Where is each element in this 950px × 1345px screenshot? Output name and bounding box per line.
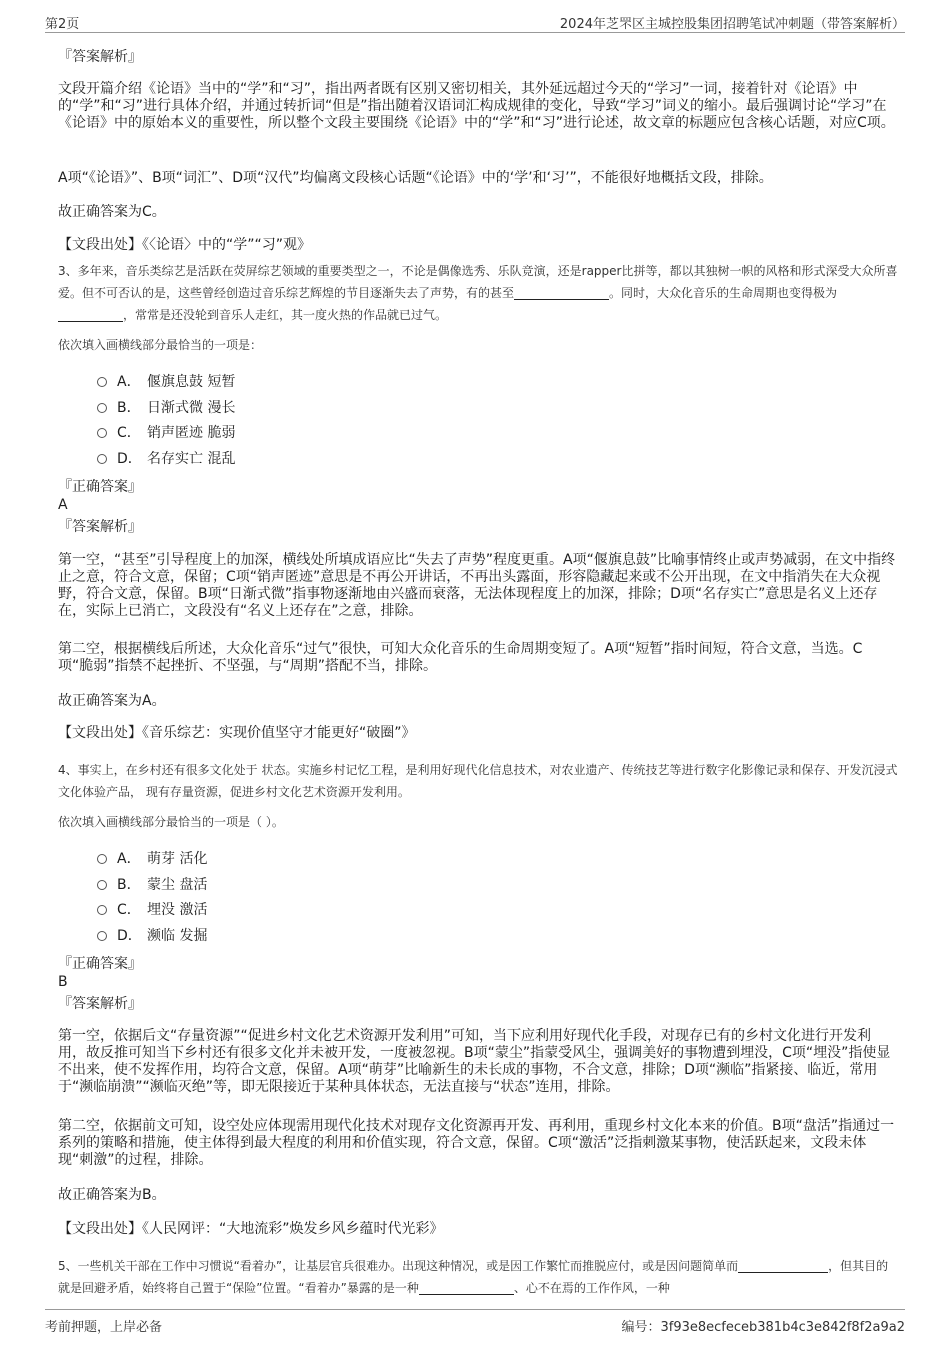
q2-analysis-para1: 文段开篇介绍《论语》当中的“学”和“习”，指出两者既有区别又密切相关，其外延远超过今天的“学习”一词，接着针对《论语》中的“学”和“习”进行具体介绍，并通过转折词“但是”指出随着汉语词汇构成规律的变化，导致“学习”词义的缩小。最后强调讨论“学习”在《论语》中的原始本义的重要性，所以整个文段主要围绕《论语》中的“学”和“习”进行论述，故文章的标题应包含核心话题，对应C项。 xyxy=(58,81,895,131)
q2-analysis-label: 『答案解析』 xyxy=(58,49,142,65)
radio-icon[interactable] xyxy=(97,454,107,464)
q2-analysis-para2: A项“《论语》”、B项“词汇”、D项“汉代”均偏离文段核心话题“《论语》中的‘学’和‘习’”，不能很好地概括文段，排除。 xyxy=(58,170,773,186)
q4-stem: 4、事实上，在乡村还有很多文化处于 状态。实施乡村记忆工程，是利用好现代化信息技术，对农业遗产、传统技艺等进行数字化影像记录和保存、开发沉浸式文化体验产品， 现有存量资源，促进乡村文化艺术资源开发利用。 xyxy=(58,763,898,799)
page-footer xyxy=(45,1309,905,1336)
q2-analysis-para3: 故正确答案为C。 xyxy=(58,204,166,220)
page-header xyxy=(45,10,905,33)
document-code: 编号：3f93e8ecfeceb381b4c3e842f8f2a9a2 xyxy=(621,1320,905,1335)
q4-analysis-para2: 第二空，依据前文可知，设空处应体现需用现代化技术对现存文化资源再开发、再利用，重现乡村文化本来的价值。B项“盘活”指通过一系列的策略和措施，使主体得到最大程度的利用和价值实现，符合文意，保留。C项“激活”泛指刺激某事物，使活跃起来，文段未体现“刺激”的过程，排除。 xyxy=(58,1118,895,1168)
q4-option-a[interactable]: A． 萌芽 活化 xyxy=(97,850,207,868)
q3-blank-1 xyxy=(514,285,609,300)
q3-source: 【文段出处】《音乐综艺：实现价值坚守才能更好“破圈”》 xyxy=(58,725,416,741)
q3-analysis-para3: 故正确答案为A。 xyxy=(58,693,166,709)
q4-source: 【文段出处】《人民网评：“大地流彩”焕发乡风乡蕴时代光彩》 xyxy=(58,1221,444,1237)
footer-slogan: 考前押题，上岸必备 xyxy=(45,1320,163,1335)
q5-blank-1 xyxy=(738,1258,828,1273)
radio-icon[interactable] xyxy=(97,931,107,941)
q4-analysis-label: 『答案解析』 xyxy=(58,996,142,1012)
q3-option-b[interactable]: B． 日渐式微 漫长 xyxy=(97,399,235,417)
q4-analysis-para3: 故正确答案为B。 xyxy=(58,1187,166,1203)
q3-instruction: 依次填入画横线部分最恰当的一项是： xyxy=(58,338,263,352)
q3-option-a[interactable]: A． 偃旗息鼓 短暂 xyxy=(97,373,235,391)
q3-option-d[interactable]: D． 名存实亡 混乱 xyxy=(97,450,235,468)
q3-option-c[interactable]: C． 销声匿迹 脆弱 xyxy=(97,424,235,442)
q4-option-c[interactable]: C． 埋没 激活 xyxy=(97,901,207,919)
q3-blank-2 xyxy=(58,307,123,322)
q3-analysis-label: 『答案解析』 xyxy=(58,519,142,535)
q4-correct-label: 『正确答案』 xyxy=(58,956,142,972)
document-title: 2024年芝罘区主城控股集团招聘笔试冲刺题（带答案解析） xyxy=(559,17,905,32)
page-number: 第2页 xyxy=(45,17,80,32)
q4-analysis-para1: 第一空，依据后文“存量资源”“促进乡村文化艺术资源开发利用”可知，当下应利用好现代化手段，对现存已有的乡村文化进行开发利用，故反推可知当下乡村还有很多文化并未被开发，一度被忽视。B项“蒙尘”指蒙受风尘，强调美好的事物遭到埋没，C项“埋没”指使显不出来，使不发挥作用，均符合文意，保留。A项“萌芽”比喻新生的未长成的事物，不合文意，排除；D项“濒临”指紧接、临近，常用于“濒临崩溃”“濒临灭绝”等，即无限接近于某种具体状态，无法直接与“状态”连用，排除。 xyxy=(58,1028,891,1095)
radio-icon[interactable] xyxy=(97,905,107,915)
q4-option-b[interactable]: B． 蒙尘 盘活 xyxy=(97,876,207,894)
q5-stem: 5、一些机关干部在工作中习惯说“看着办”，让基层官兵很难办。出现这种情况，或是因工作繁忙而推脱应付，或是因问题简单而 ，但其目的就是回避矛盾，始终将自己置于“保险”位置。“看着办”暴露的是一种 、心不在焉的工作作风，一种 xyxy=(58,1259,889,1295)
radio-icon[interactable] xyxy=(97,880,107,890)
radio-icon[interactable] xyxy=(97,854,107,864)
q4-correct-answer: B xyxy=(58,974,68,990)
q3-correct-answer: A xyxy=(58,497,68,513)
q5-blank-2 xyxy=(419,1280,514,1295)
radio-icon[interactable] xyxy=(97,428,107,438)
radio-icon[interactable] xyxy=(97,377,107,387)
q3-analysis-para2: 第二空，根据横线后所述，大众化音乐“过气”很快，可知大众化音乐的生命周期变短了。A项“短暂”指时间短，符合文意，当选。C项“脆弱”指禁不起挫折、不坚强，与“周期”搭配不当，排除。 xyxy=(58,641,863,674)
q2-source: 【文段出处】《〈论语〉中的“学”“习”观》 xyxy=(58,237,312,253)
q4-instruction: 依次填入画横线部分最恰当的一项是（ ）。 xyxy=(58,815,284,829)
q3-analysis-para1: 第一空，“甚至”引导程度上的加深，横线处所填成语应比“失去了声势”程度更重。A项“偃旗息鼓”比喻事情终止或声势减弱，在文中指终止之意，符合文意，保留；C项“销声匿迹”意思是不再公开讲话，不再出头露面，形容隐藏起来或不公开出现，在文中指消失在大众视野，符合文意，保留。B项“日渐式微”指事物逐渐地由兴盛而衰落，无法体现程度上的加深，排除；D项“名存实亡”意思是名义上还存在，实际上已消亡，文段没有“名义上还存在”之意，排除。 xyxy=(58,552,896,619)
radio-icon[interactable] xyxy=(97,403,107,413)
q4-option-d[interactable]: D． 濒临 发掘 xyxy=(97,927,207,945)
q3-stem: 3、多年来，音乐类综艺是活跃在荧屏综艺领域的重要类型之一，不论是偶像选秀、乐队竞演，还是rapper比拼等，都以其独树一帜的风格和形式深受大众所喜爱。但不可否认的是，这些曾经创造过音乐综艺辉煌的节目逐渐失去了声势，有的甚至 。同时，大众化音乐的生命周期也变得极为，常常是还没轮到音乐人走红，其一度火热的作品就已过气。 xyxy=(58,264,898,322)
q3-correct-label: 『正确答案』 xyxy=(58,479,142,495)
